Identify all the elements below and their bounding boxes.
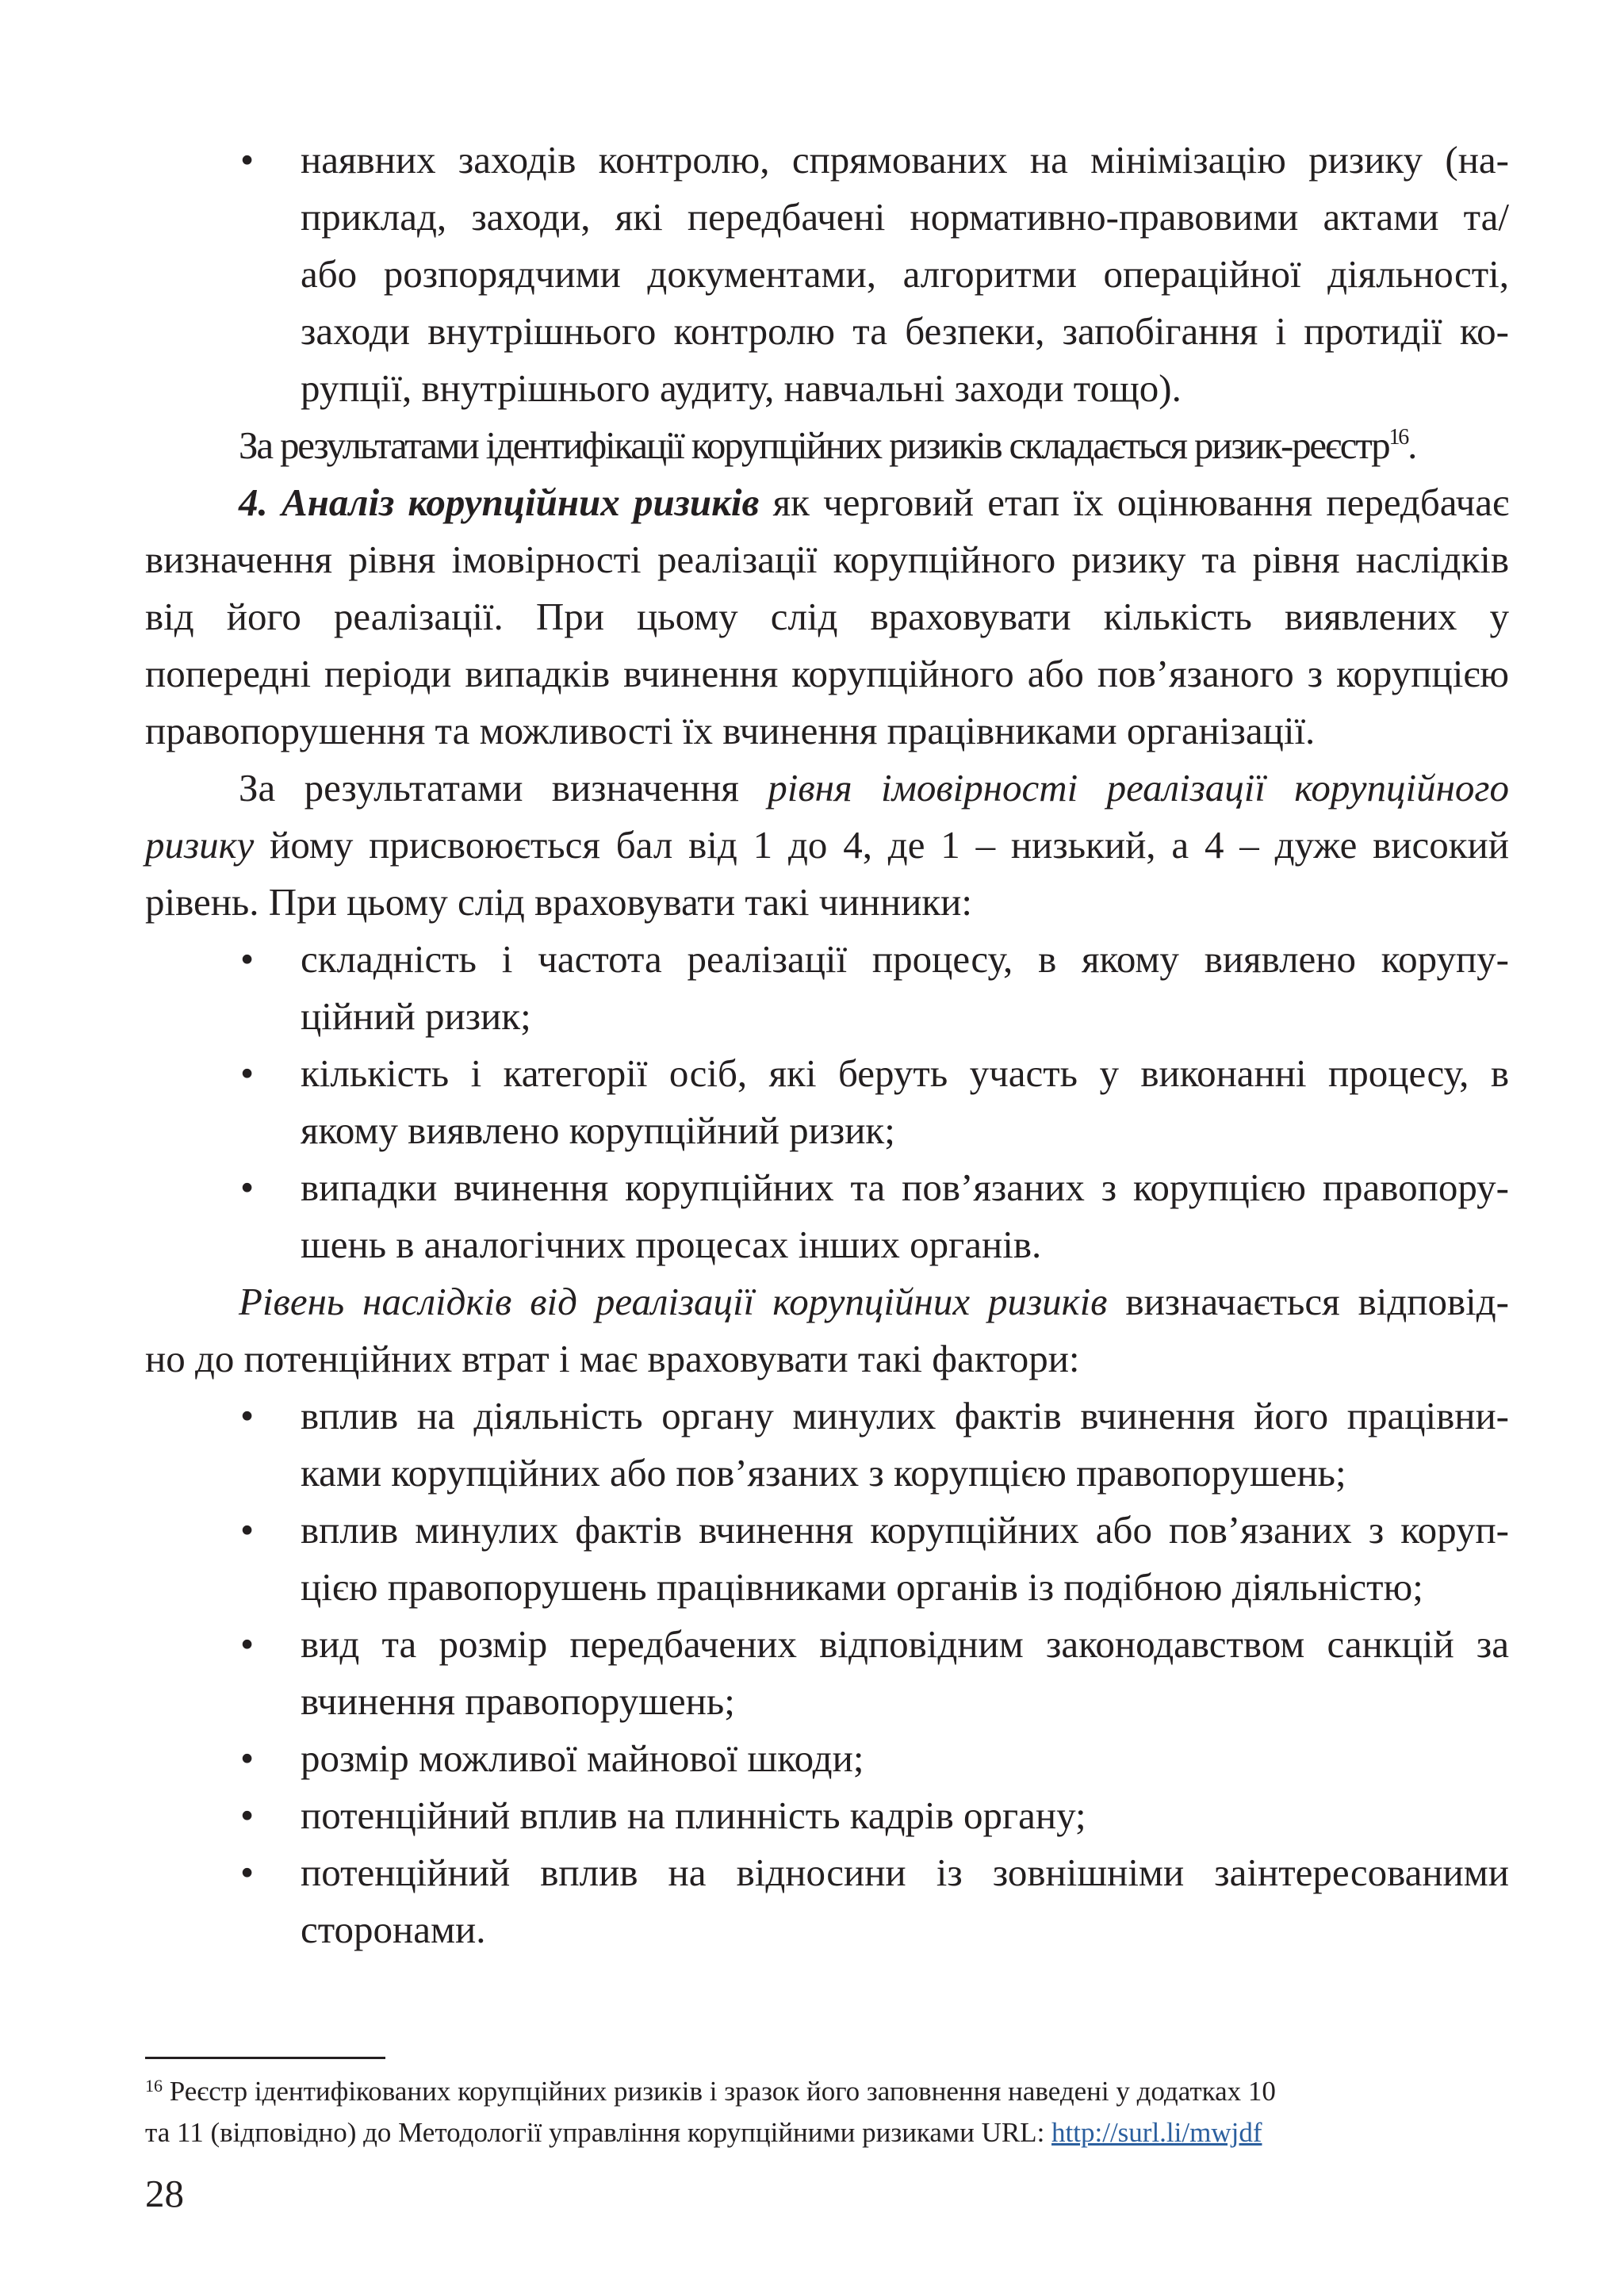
bullet-text: потенційний вплив на плинність кадрів органу; xyxy=(301,1793,1086,1837)
paragraph-line: попередні періоди випадків вчинення корупційного або пов’язаного з корупцією xyxy=(145,652,1509,695)
bullet-continuation: вчинення правопорушень; xyxy=(301,1679,735,1723)
registry-text: За результатами ідентифікації корупційних ризиків складається ризик-реєстр xyxy=(239,423,1389,467)
bullet-icon: • xyxy=(240,1622,255,1666)
bullet-text: вид та розмір передбачених відповідним законодавством санкцій за xyxy=(301,1622,1509,1666)
paragraph-line: но до потенційних втрат і має враховувати такі фактори: xyxy=(145,1337,1080,1380)
bullet-item xyxy=(145,132,1509,189)
consequences-term: Рівень наслідків від реалізації корупційних ризиків xyxy=(239,1280,1108,1323)
bullet-item xyxy=(145,1787,1509,1844)
bullet-text: вплив минулих фактів вчинення корупційних або пов’язаних з коруп- xyxy=(301,1508,1509,1552)
footnote-line xyxy=(145,2071,1509,2112)
footnote-divider xyxy=(145,2057,385,2059)
probability-text: йому присвоюється бал від 1 до 4, де 1 – низький, а 4 – дуже високий xyxy=(254,823,1509,867)
bullet-icon: • xyxy=(240,937,255,981)
footnote-text: Реєстр ідентифікованих корупційних ризиків і зразок його заповнення наведені у додатках 10 xyxy=(169,2076,1276,2107)
bullet-item xyxy=(145,1844,1509,1901)
footnote xyxy=(145,2071,1509,2153)
bullet-item xyxy=(145,1730,1509,1787)
paragraph-line: визначення рівня імовірності реалізації корупційного ризику та рівня наслідків xyxy=(145,538,1509,581)
bullet-text: вплив на діяльність органу минулих фактів вчинення його працівни- xyxy=(301,1394,1509,1437)
footnote-ref[interactable]: 16 xyxy=(1388,425,1408,450)
bullet-item xyxy=(145,1502,1509,1559)
consequences-first-line xyxy=(145,1273,1509,1330)
bullet-continuation: рупції, внутрішнього аудиту, навчальні заходи тощо). xyxy=(301,366,1182,410)
registry-tail: . xyxy=(1408,423,1416,467)
bullet-continuation: заходи внутрішнього контролю та безпеки, запобігання і протидії ко- xyxy=(301,309,1509,353)
bullet-icon: • xyxy=(240,1394,255,1437)
probability-text: За результатами визначення xyxy=(239,766,768,810)
bullet-item xyxy=(145,1159,1509,1216)
footnote-number: 16 xyxy=(145,2076,163,2096)
footnote-line xyxy=(145,2112,1509,2153)
page-number: 28 xyxy=(145,2172,184,2215)
probability-term-end: ризику xyxy=(145,823,255,867)
bullet-item xyxy=(145,1045,1509,1102)
bullet-continuation: шень в аналогічних процесах інших органів. xyxy=(301,1223,1042,1266)
bullet-icon: • xyxy=(240,1851,255,1894)
probability-term: рівня імовірності реалізації корупційного xyxy=(768,766,1509,810)
bullet-icon: • xyxy=(240,1166,255,1209)
bullet-continuation: або розпорядчими документами, алгоритми операційної діяльності, xyxy=(301,252,1509,296)
body-text xyxy=(145,132,1509,1958)
bullet-text: випадки вчинення корупційних та пов’язаних з корупцією правопору- xyxy=(301,1166,1509,1209)
footnote-text: та 11 (відповідно) до Методології управління корупційними ризиками URL: xyxy=(145,2117,1052,2148)
bullet-icon: • xyxy=(240,138,255,182)
analysis-lead-rest: як черговий етап їх оцінювання передбачає xyxy=(759,480,1509,524)
bullet-text: наявних заходів контролю, спрямованих на мінімізацію ризику (на- xyxy=(301,138,1509,182)
bullet-text: розмір можливої майнової шкоди; xyxy=(301,1736,864,1780)
bullet-item xyxy=(145,1616,1509,1673)
bullet-continuation: ційний ризик; xyxy=(301,994,531,1038)
bullet-continuation: якому виявлено корупційний ризик; xyxy=(301,1108,895,1152)
probability-first-line xyxy=(145,760,1509,817)
bullet-icon: • xyxy=(240,1793,255,1837)
registry-sentence xyxy=(145,417,1509,474)
bullet-text: потенційний вплив на відносини із зовнішніми заінтересованими xyxy=(301,1851,1509,1894)
bullet-continuation: цією правопорушень працівниками органів із подібною діяльністю; xyxy=(301,1565,1423,1609)
bullet-icon: • xyxy=(240,1051,255,1095)
bullet-text: кількість і категорії осіб, які беруть участь у виконанні процесу, в xyxy=(301,1051,1509,1095)
bullet-continuation: ками корупційних або пов’язаних з корупцією правопорушень; xyxy=(301,1451,1346,1495)
paragraph-line: від його реалізації. При цьому слід враховувати кількість виявлених у xyxy=(145,595,1509,638)
paragraph-line: рівень. При цьому слід враховувати такі чинники: xyxy=(145,880,972,924)
bullet-icon: • xyxy=(240,1736,255,1780)
consequences-text: визначається відповід- xyxy=(1107,1280,1509,1323)
bullet-continuation: приклад, заходи, які передбачені нормативно-правовими актами та/ xyxy=(301,195,1509,239)
bullet-continuation: сторонами. xyxy=(301,1908,486,1951)
bullet-item xyxy=(145,931,1509,988)
bullet-icon: • xyxy=(240,1508,255,1552)
bullet-item xyxy=(145,1388,1509,1445)
bullet-text: складність і частота реалізації процесу, в якому виявлено корупу- xyxy=(301,937,1509,981)
section-heading-inline: 4. Аналіз корупційних ризиків xyxy=(239,480,760,524)
footnote-link[interactable]: http://surl.li/mwjdf xyxy=(1051,2117,1262,2148)
paragraph-line: правопорушення та можливості їх вчинення працівниками організації. xyxy=(145,709,1316,752)
analysis-first-line xyxy=(145,474,1509,531)
probability-second-line xyxy=(145,817,1509,874)
